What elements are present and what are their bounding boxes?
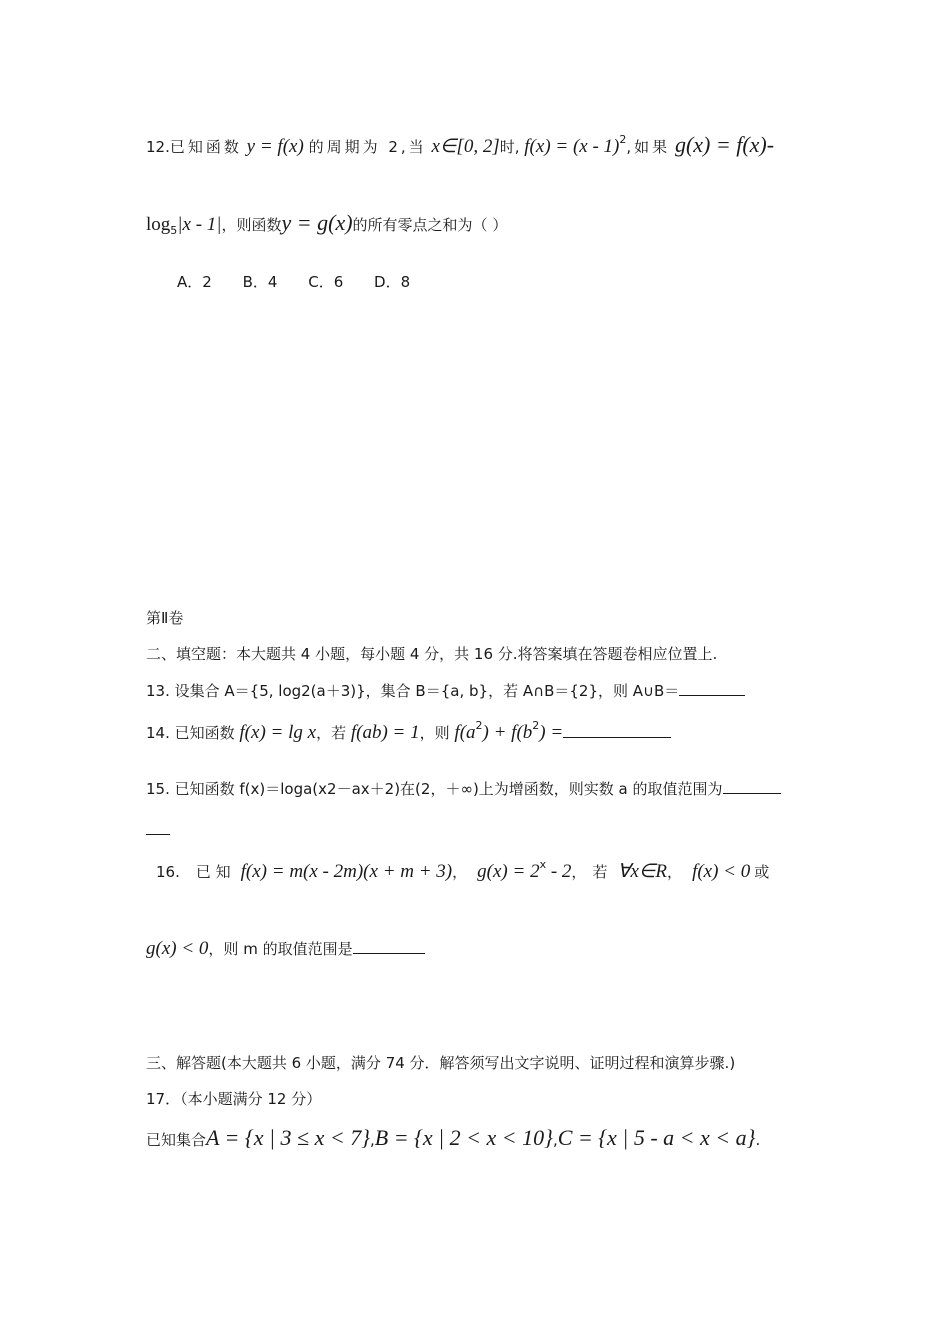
q12-formula-fx-exp: 2 <box>619 133 627 146</box>
q14-line <box>146 719 671 744</box>
q16-formula-gx: g(x) = 2 <box>477 861 540 882</box>
q17-heading: 17．（本小题满分 12 分） <box>146 1090 322 1108</box>
q14-text2: ，若 <box>316 724 347 742</box>
q16-formula-gx-exp: x <box>539 858 547 871</box>
q13-line <box>146 680 745 701</box>
q16-line1 <box>156 860 769 883</box>
q17-comma1: , <box>370 1131 375 1149</box>
q16-text2: 若 <box>592 863 608 881</box>
q12-line2 <box>146 210 507 236</box>
q16-formula-gx-tail: - 2 <box>546 861 572 882</box>
q13-answer-blank[interactable] <box>679 681 745 696</box>
q12-formula-log-base: 5 <box>170 224 178 237</box>
q12-choice-b[interactable]: B．4 <box>242 273 278 291</box>
q14-text1: 14. 已知函数 <box>146 724 235 742</box>
q17-set-a: A = {x | 3 ≤ x < 7} <box>206 1125 370 1150</box>
q12-text2: 的周期为 2,当 <box>308 138 427 156</box>
q14-answer-blank[interactable] <box>563 723 671 738</box>
q15-answer-blank[interactable] <box>723 779 781 794</box>
q12-formula-log: log <box>146 214 171 235</box>
q13-text: 13. 设集合 A＝{5, log2(a＋3)}，集合 B＝{a, b}，若 A∩B＝{2}，则 A∪B＝ <box>146 682 680 700</box>
q16-answer-blank[interactable] <box>353 939 425 954</box>
q14-formula-sum-a: f(a <box>454 722 476 743</box>
q12-choice-a[interactable]: A．2 <box>177 273 212 291</box>
q14-formula-sum-c: ) = <box>539 722 564 743</box>
q16-formula-gx-neg: g(x) < 0 <box>146 938 209 959</box>
q12-formula-interval: x∈[0, 2] <box>431 136 500 157</box>
q17-text1: 已知集合 <box>146 1131 207 1149</box>
q16-number: 16. <box>156 863 180 881</box>
q12-text4: ,如果 <box>626 138 671 156</box>
q14-formula-sum-b: ) + f(b <box>482 722 533 743</box>
q16-text4: ，则 m 的取值范围是 <box>208 940 353 958</box>
q16-comma1: ， <box>452 863 468 881</box>
q12-formula-gx: g(x) = f(x)- <box>674 132 775 157</box>
q16-formula-fx-neg: f(x) < 0 <box>692 861 751 882</box>
part2-title: 第Ⅱ卷 <box>146 609 184 627</box>
q17-set-b: B = {x | 2 < x < 10} <box>374 1125 553 1150</box>
q12-text1: 已知函数 <box>169 138 242 156</box>
q14-text3: ，则 <box>419 724 450 742</box>
q14-formula-exp2: 2 <box>532 719 540 732</box>
q17-line <box>146 1125 760 1151</box>
q16-comma3: ， <box>667 863 683 881</box>
q16-text1: 已 知 <box>195 863 231 881</box>
q16-comma2: ， <box>571 863 587 881</box>
q14-formula-exp1: 2 <box>475 719 483 732</box>
q15-answer-blank-cont[interactable] <box>146 820 170 839</box>
q16-line2 <box>146 938 425 960</box>
q17-set-c: C = {x | 5 - a < x < a} <box>557 1125 756 1150</box>
q12-formula-y-gx: y = g(x) <box>281 210 353 235</box>
part3-section-heading: 三、解答题(本大题共 6 小题，满分 74 分．解答须写出文字说明、证明过程和演算步骤.) <box>146 1054 736 1072</box>
q12-choice-c[interactable]: C．6 <box>308 273 344 291</box>
q12-choices <box>177 271 436 292</box>
q14-formula-fab: f(ab) = 1 <box>350 722 420 743</box>
q17-period: . <box>755 1131 761 1149</box>
q12-formula-abs: |x - 1| <box>177 214 222 235</box>
q16-text3: 或 <box>754 863 770 881</box>
q14-formula-fx: f(x) = lg x <box>239 722 317 743</box>
q15-line <box>146 778 781 799</box>
q16-formula-forall: ∀x∈R <box>617 861 668 882</box>
q16-formula-fx: f(x) = m(x - 2m)(x + m + 3) <box>240 861 453 882</box>
part2-section-heading: 二、填空题：本大题共 4 小题，每小题 4 分，共 16 分.将答案填在答题卷相应位置上. <box>146 645 718 663</box>
q12-number: 12. <box>146 138 170 156</box>
q12-formula-fx-def: f(x) = (x - 1) <box>524 136 620 157</box>
q15-text: 15. 已知函数 f(x)＝loga(x2－ax＋2)在(2，＋∞)上为增函数，则实数 a 的取值范围为 <box>146 780 723 798</box>
q17-comma2: , <box>552 1131 558 1149</box>
q12-choice-d[interactable]: D．8 <box>374 273 411 291</box>
q12-formula-y-fx: y = f(x) <box>246 136 304 157</box>
q12-text3: 时, <box>499 138 520 156</box>
q12-line1 <box>146 132 774 158</box>
q12-text5: ，则函数 <box>221 216 282 234</box>
q12-text6: 的所有零点之和为（ ） <box>352 216 508 234</box>
